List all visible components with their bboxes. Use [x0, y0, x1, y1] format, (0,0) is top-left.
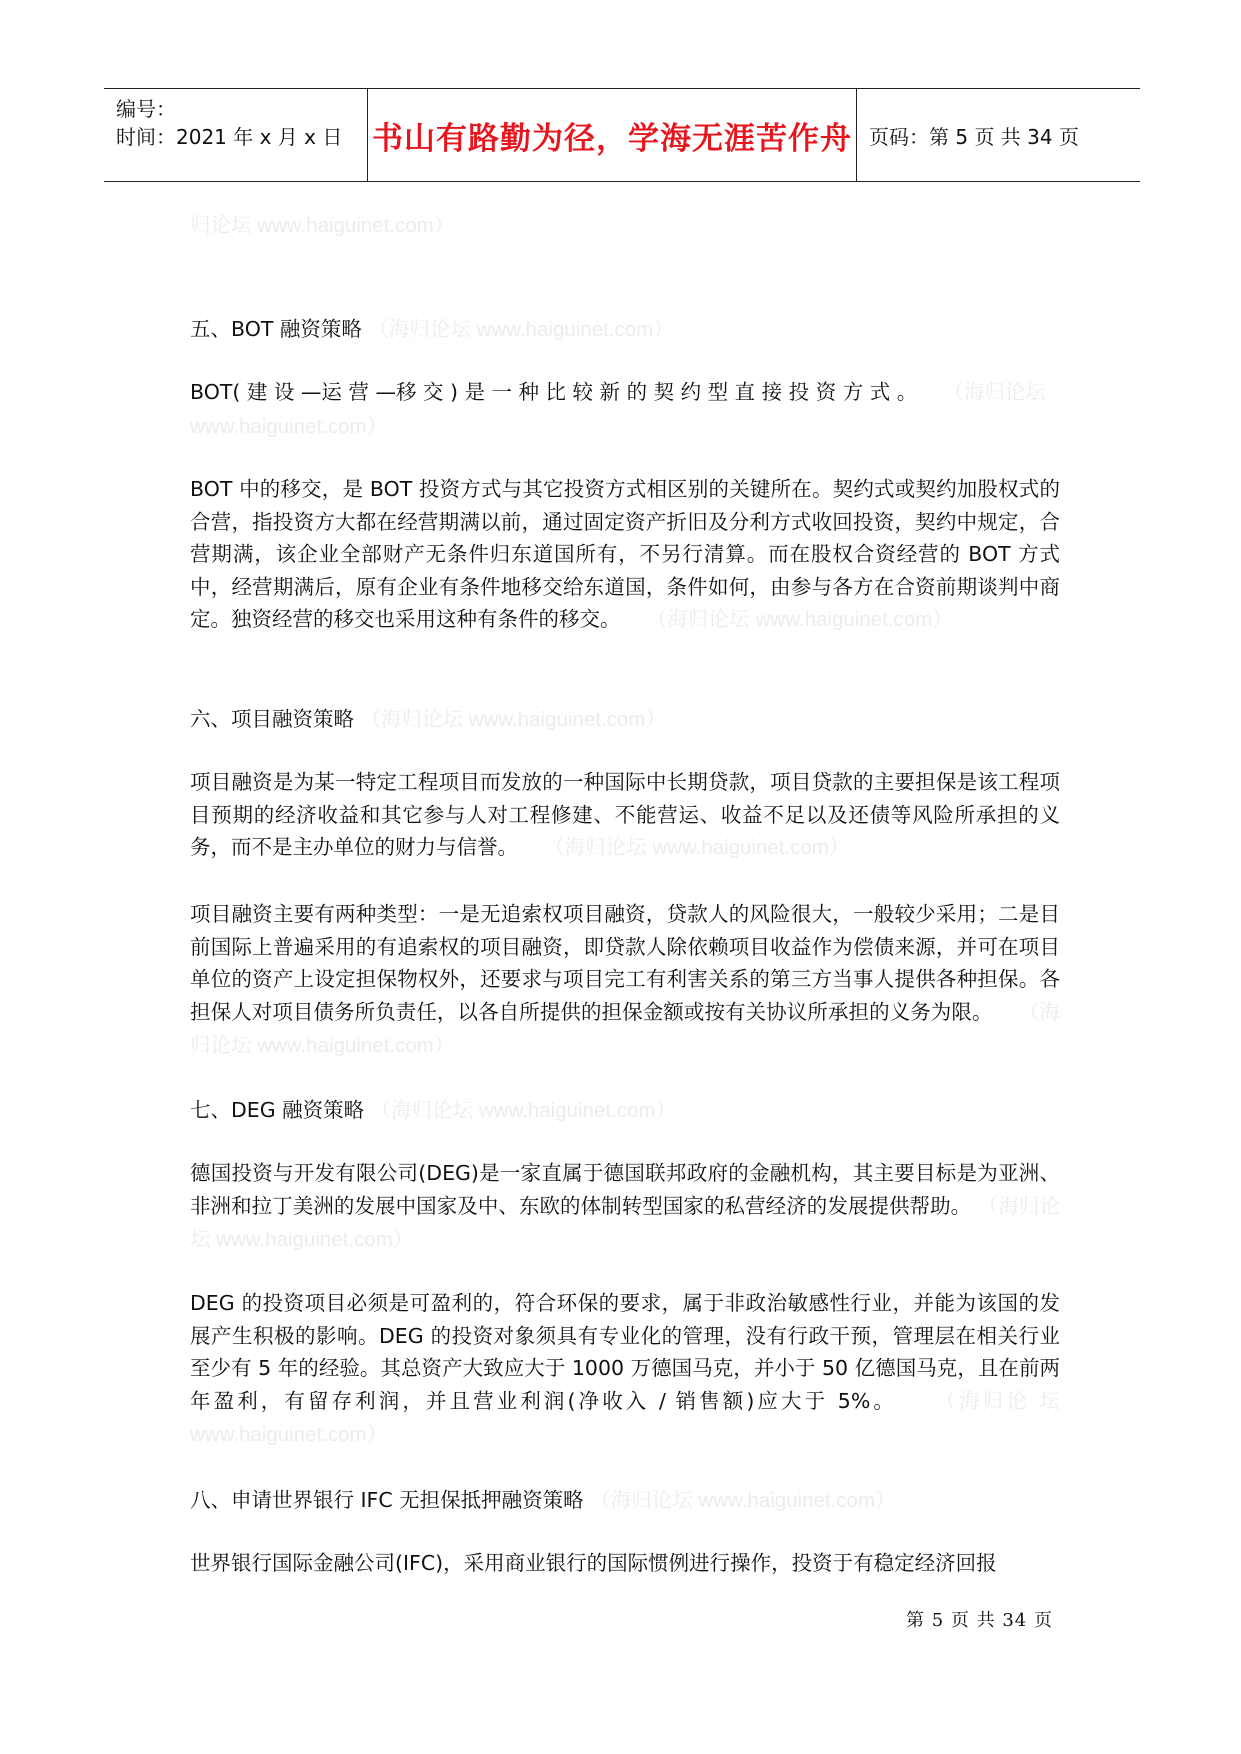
- paragraph-deg-requirements: [190, 1287, 1060, 1452]
- header-left-cell: [104, 89, 368, 181]
- section-5-heading: [190, 312, 674, 342]
- paragraph-project-finance-types: [190, 898, 1060, 1063]
- section-title: 八、申请世界银行 IFC 无担保抵押融资策略: [190, 1488, 584, 1512]
- paragraph-deg-intro: [190, 1157, 1060, 1257]
- watermark: （海归论坛 www.haiguinet.com）: [190, 1194, 1060, 1251]
- watermark: （海归论坛: [943, 381, 1046, 404]
- paragraph-text: BOT( 建 设 —运 营 —移 交 ) 是 一 种 比 较 新 的 契 约 型 直 接 投 资 方 式 。: [190, 380, 918, 404]
- watermark: （海归论坛: [646, 608, 750, 631]
- section-title: 七、DEG 融资策略: [190, 1098, 365, 1122]
- header-motto: 书山有路勤为径，学海无涯苦作舟: [368, 89, 857, 181]
- watermark: （海归论坛 www.haiguinet.com）: [190, 1000, 1060, 1057]
- paragraph-ifc: [190, 1547, 1060, 1580]
- header-page-code: 页码：第 5 页 共 34 页: [869, 124, 1079, 149]
- watermark: （海归论坛 www.haiguinet.com）: [590, 1489, 896, 1512]
- page-header: [104, 88, 1140, 182]
- watermark: （海归论坛 www.haiguinet.com）: [544, 836, 850, 859]
- section-8-heading: [190, 1483, 896, 1513]
- paragraph-bot-transfer: [190, 473, 1060, 637]
- paragraph-bot-intro: [190, 376, 1060, 443]
- page-footer: 第 5 页 共 34 页: [906, 1610, 1053, 1631]
- number-label: 编号：: [116, 97, 176, 121]
- watermark: 坛 www.haiguinet.com）: [190, 1389, 1060, 1446]
- paragraph-text: 项目融资是为某一特定工程项目而发放的一种国际中长期贷款，项目贷款的主要担保是该工程项目预期的经济收益和其它参与人对工程修建、不能营运、收益不足以及还债等风险所承担的义务，而不是主办单位的财力与信誉。: [190, 770, 1060, 859]
- time-label: 时间：2021 年 x 月 x 日: [116, 125, 343, 149]
- watermark: （海归论坛 www.haiguinet.com）: [360, 708, 666, 731]
- paragraph-text: BOT 中的移交，是 BOT 投资方式与其它投资方式相区别的关键所在。契约式或契约加股权式的合营，指投资方大都在经营期满以前，通过固定资产折旧及分利方式收回投资，契约中规定，合营期满，该企业全部财产无条件归东道国所有，不另行清算。而在股权合资经营的 BOT 方式中，经营期满后，原有企业有条件地移交给东道国，条件如何，由参与各方在合资前期谈判中商定。独资经营的移交也采用这种有条件的移交。: [190, 477, 1060, 631]
- watermark: www.haiguinet.com）: [190, 414, 388, 438]
- watermark: www.haiguinet.com）: [755, 608, 953, 631]
- watermark: （海归论: [935, 1389, 1030, 1413]
- paragraph-project-finance: [190, 766, 1060, 865]
- section-title: 五、BOT 融资策略: [190, 317, 362, 341]
- watermark: （海归论坛 www.haiguinet.com）: [370, 1099, 676, 1122]
- section-6-heading: [190, 702, 666, 732]
- paragraph-text: DEG 的投资项目必须是可盈利的，符合环保的要求，属于非政治敏感性行业，并能为该国的发展产生积极的影响。DEG 的投资对象须具有专业化的管理，没有行政干预，管理层在相关行业至少有 5 年的经验。其总资产大致应大于 1000 万德国马克，并小于 50 亿德国马克，且在前两年盈利，有留存利润，并且营业利润(净收入 / 销售额)应大于 5%。: [190, 1291, 1060, 1413]
- paragraph-text: 德国投资与开发有限公司(DEG)是一家直属于德国联邦政府的金融机构，其主要目标是为亚洲、非洲和拉丁美洲的发展中国家及中、东欧的体制转型国家的私营经济的发展提供帮助。: [190, 1161, 1060, 1218]
- watermark: （海归论坛 www.haiguinet.com）: [368, 318, 674, 341]
- paragraph-text: 项目融资主要有两种类型：一是无追索权项目融资，贷款人的风险很大，一般较少采用；二是目前国际上普遍采用的有追索权的项目融资，即贷款人除依赖项目收益作为偿债来源，并可在项目单位的资产上设定担保物权外，还要求与项目完工有利害关系的第三方当事人提供各种担保。各担保人对项目债务所负责任，以各自所提供的担保金额或按有关协议所承担的义务为限。: [190, 902, 1060, 1024]
- paragraph-text: 世界银行国际金融公司(IFC)，采用商业银行的国际惯例进行操作，投资于有稳定经济回报: [190, 1551, 997, 1575]
- section-title: 六、项目融资策略: [190, 707, 354, 731]
- section-7-heading: [190, 1093, 676, 1123]
- watermark-line: 归论坛 www.haiguinet.com）: [190, 214, 455, 237]
